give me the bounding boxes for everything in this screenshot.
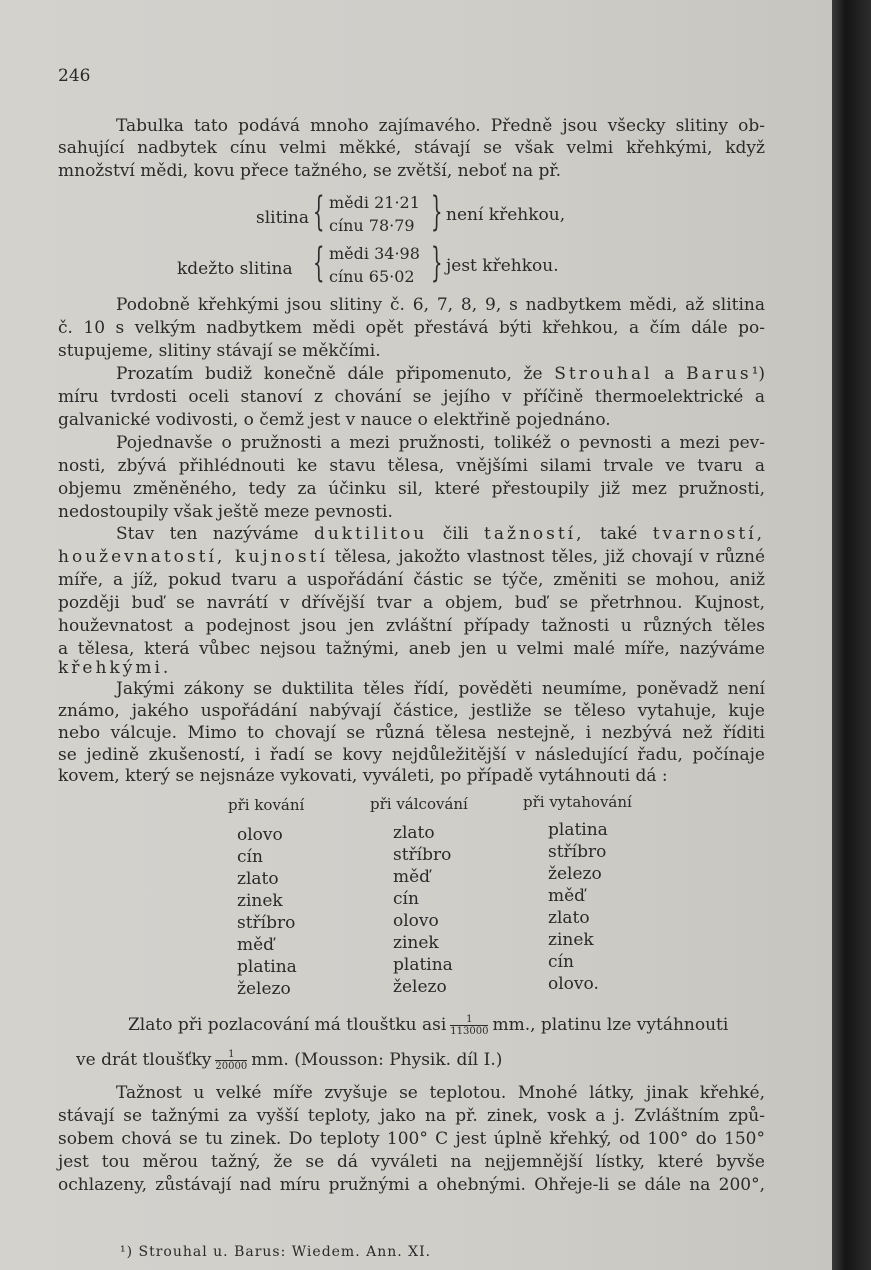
rolling-item: měď bbox=[393, 867, 431, 887]
gold-text-4: mm. (Mousson: Physik. díl I.) bbox=[251, 1050, 503, 1070]
rolling-item: stříbro bbox=[393, 845, 452, 865]
rolling-item: zinek bbox=[393, 933, 439, 953]
alloy2-left-brace: { bbox=[313, 240, 325, 286]
temperature-line-4: jest tou měrou tažný, že se dá vyváleti na nejjemnější lístky, které byvše bbox=[58, 1152, 765, 1172]
temperature-line-5: ochlazeny, zůstávají nad míru pružnými a ohebnými. Ohřeje-li se dále na 200°, bbox=[58, 1175, 765, 1195]
gold-text-2: mm., platinu lze vytáhnouti bbox=[492, 1015, 729, 1035]
laws-line-3: nebo válcuje. Mimo to chovají se různá tělesa nestejně, i nezbývá než říditi bbox=[58, 723, 765, 743]
term-krehkymi: křehkými. bbox=[58, 658, 172, 678]
alloy2-tin: cínu 65·02 bbox=[329, 267, 415, 286]
term-tvarnosti: tvarností, bbox=[652, 524, 766, 544]
ductility-line-2-rest: tělesa, jakožto vlastnost těles, již chovají v různé bbox=[334, 547, 766, 567]
elasticity-line-1: Pojednavše o pružnosti a mezi pružnosti, tolikéž o pevnosti a mezi pev- bbox=[116, 433, 765, 453]
fraction-numerator: 1 bbox=[450, 1014, 488, 1026]
alloy1-tin: cínu 78·79 bbox=[329, 216, 415, 235]
ductility-line-1 bbox=[116, 524, 765, 544]
fraction-numerator: 1 bbox=[215, 1049, 247, 1061]
gold-text-1: Zlato při pozlacování má tlouštku asi bbox=[128, 1015, 447, 1035]
ductility-line-3: míře, a jíž, pokud tvaru a uspořádání částic se týče, změniti se mohou, aniž bbox=[58, 570, 765, 590]
laws-line-4: se jedině zkušeností, i řadí se kovy nejdůležitější v následující řadu, počínaje bbox=[58, 745, 765, 765]
fraction-denominator: 113000 bbox=[450, 1026, 489, 1037]
brittle-line-1: Podobně křehkými jsou slitiny č. 6, 7, 8, 9, s nadbytkem mědi, až slitina bbox=[116, 295, 765, 315]
term-duktilitou: duktilitou bbox=[313, 524, 428, 544]
forging-item: zlato bbox=[237, 869, 279, 889]
drawing-item: zlato bbox=[548, 908, 590, 928]
rolling-item: železo bbox=[393, 977, 447, 997]
alloy2-copper: mědi 34·98 bbox=[329, 244, 420, 263]
alloy1-label: slitina bbox=[256, 208, 309, 228]
gold-line-1 bbox=[128, 1014, 728, 1037]
forging-item: železo bbox=[237, 979, 291, 999]
book-spine-shadow bbox=[832, 0, 871, 1270]
forging-item: zinek bbox=[237, 891, 283, 911]
term-houzevnatosti-kujnosti: houževnatostí, kujností bbox=[58, 547, 328, 567]
alloy2-result: jest křehkou. bbox=[446, 256, 559, 276]
footnote-mark: ¹) bbox=[751, 364, 766, 384]
temperature-line-3: sobem chová se tu zinek. Do teploty 100° C jest úplně křehký, od 100° do 150° bbox=[58, 1129, 765, 1149]
term-taznosti: tažností, bbox=[484, 524, 585, 544]
rolling-item: olovo bbox=[393, 911, 439, 931]
alloy2-right-brace: } bbox=[431, 240, 443, 286]
forging-item: měď bbox=[237, 935, 275, 955]
drawing-item: platina bbox=[548, 820, 608, 840]
alloy1-right-brace: } bbox=[431, 189, 443, 235]
fraction-denominator: 20000 bbox=[215, 1061, 248, 1072]
laws-line-1: Jakými zákony se duktilita těles řídí, pověděti neumíme, poněvadž není bbox=[116, 679, 765, 699]
drawing-item: olovo. bbox=[548, 974, 599, 994]
alloy2-label: kdežto slitina bbox=[177, 259, 293, 279]
table-header-drawing: při vytahování bbox=[523, 793, 632, 811]
rolling-item: cín bbox=[393, 889, 419, 909]
forging-item: olovo bbox=[237, 825, 283, 845]
ductility-line-4: později buď se navrátí v dřívější tvar a objem, buď se přetrhnou. Kujnost, bbox=[58, 593, 765, 613]
ductility-line-2 bbox=[58, 547, 765, 567]
forging-item: cín bbox=[237, 847, 263, 867]
drawing-item: cín bbox=[548, 952, 574, 972]
fraction-gold-thickness bbox=[450, 1014, 488, 1037]
alloy1-left-brace: { bbox=[313, 189, 325, 235]
author-barus: Barus bbox=[686, 364, 752, 384]
page-number: 246 bbox=[58, 66, 91, 86]
gold-line-2 bbox=[76, 1049, 502, 1072]
strouhal-line-3: galvanické vodivosti, o čemž jest v nauce o elektřině pojednáno. bbox=[58, 410, 611, 430]
brittle-line-3: stupujeme, slitiny stávají se měkčími. bbox=[58, 341, 381, 361]
author-strouhal: Strouhal bbox=[554, 364, 653, 384]
laws-line-5: kovem, který se nejsnáze vykovati, vyváleti, po případě vytáhnouti dá : bbox=[58, 766, 668, 786]
elasticity-line-2: nosti, zbývá přihlédnouti ke stavu tělesa, vnějšími silami trvale ve tvaru a bbox=[58, 456, 765, 476]
ductility-line-5: houževnatost a podejnost jsou jen zvláštní případy tažnosti u různých těles bbox=[58, 616, 765, 636]
intro-line-3: množství mědi, kovu přece tažného, se zvětší, neboť na př. bbox=[58, 161, 562, 181]
temperature-line-2: stávají se tažnými za vyšší teploty, jako na př. zinek, vosk a j. Zvláštním způ- bbox=[58, 1106, 765, 1126]
temperature-line-1: Tažnost u velké míře zvyšuje se teplotou. Mnohé látky, jinak křehké, bbox=[116, 1083, 765, 1103]
footnote: ¹) Strouhal u. Barus: Wiedem. Ann. XI. bbox=[120, 1244, 432, 1260]
table-header-rolling: při válcování bbox=[370, 795, 468, 813]
strouhal-line-1 bbox=[116, 364, 765, 384]
laws-line-2: známo, jakého uspořádání nabývají částice, jestliže se těleso vytahuje, kuje bbox=[58, 701, 765, 721]
fraction-wire-thickness bbox=[215, 1049, 247, 1072]
brittle-line-2: č. 10 s velkým nadbytkem mědi opět přestává býti křehkou, a čím dále po- bbox=[58, 318, 765, 338]
elasticity-line-4: nedostoupily však ještě meze pevnosti. bbox=[58, 502, 393, 522]
forging-item: stříbro bbox=[237, 913, 296, 933]
drawing-item: železo bbox=[548, 864, 602, 884]
strouhal-text: Prozatím budiž konečně dále připomenuto, že bbox=[116, 364, 543, 384]
drawing-item: zinek bbox=[548, 930, 594, 950]
and-word: a bbox=[664, 364, 675, 384]
intro-line-1: Tabulka tato podává mnoho zajímavého. Předně jsou všecky slitiny ob- bbox=[116, 116, 765, 136]
elasticity-line-3: objemu změněného, tedy za účinku sil, které přestoupily již mez pružnosti, bbox=[58, 479, 765, 499]
forging-item: platina bbox=[237, 957, 297, 977]
intro-line-2: sahující nadbytek cínu velmi měkké, stávají se však velmi křehkými, když bbox=[58, 138, 765, 158]
rolling-item: zlato bbox=[393, 823, 435, 843]
strouhal-line-2: míru tvrdosti oceli stanoví z chování se jejího v příčině thermoelektrické a bbox=[58, 387, 765, 407]
ductility-cili: čili bbox=[442, 524, 469, 544]
ductility-take: také bbox=[599, 524, 638, 544]
ductility-line-6: a tělesa, která vůbec nejsou tažnými, aneb jen u velmi malé míře, nazýváme bbox=[58, 639, 765, 659]
alloy1-result: není křehkou, bbox=[446, 205, 566, 225]
table-header-forging: při kování bbox=[228, 796, 305, 814]
drawing-item: stříbro bbox=[548, 842, 607, 862]
drawing-item: měď bbox=[548, 886, 586, 906]
gold-text-3: ve drát tloušťky bbox=[76, 1050, 212, 1070]
rolling-item: platina bbox=[393, 955, 453, 975]
alloy1-copper: mědi 21·21 bbox=[329, 193, 420, 212]
ductility-lead: Stav ten nazýváme bbox=[116, 524, 299, 544]
